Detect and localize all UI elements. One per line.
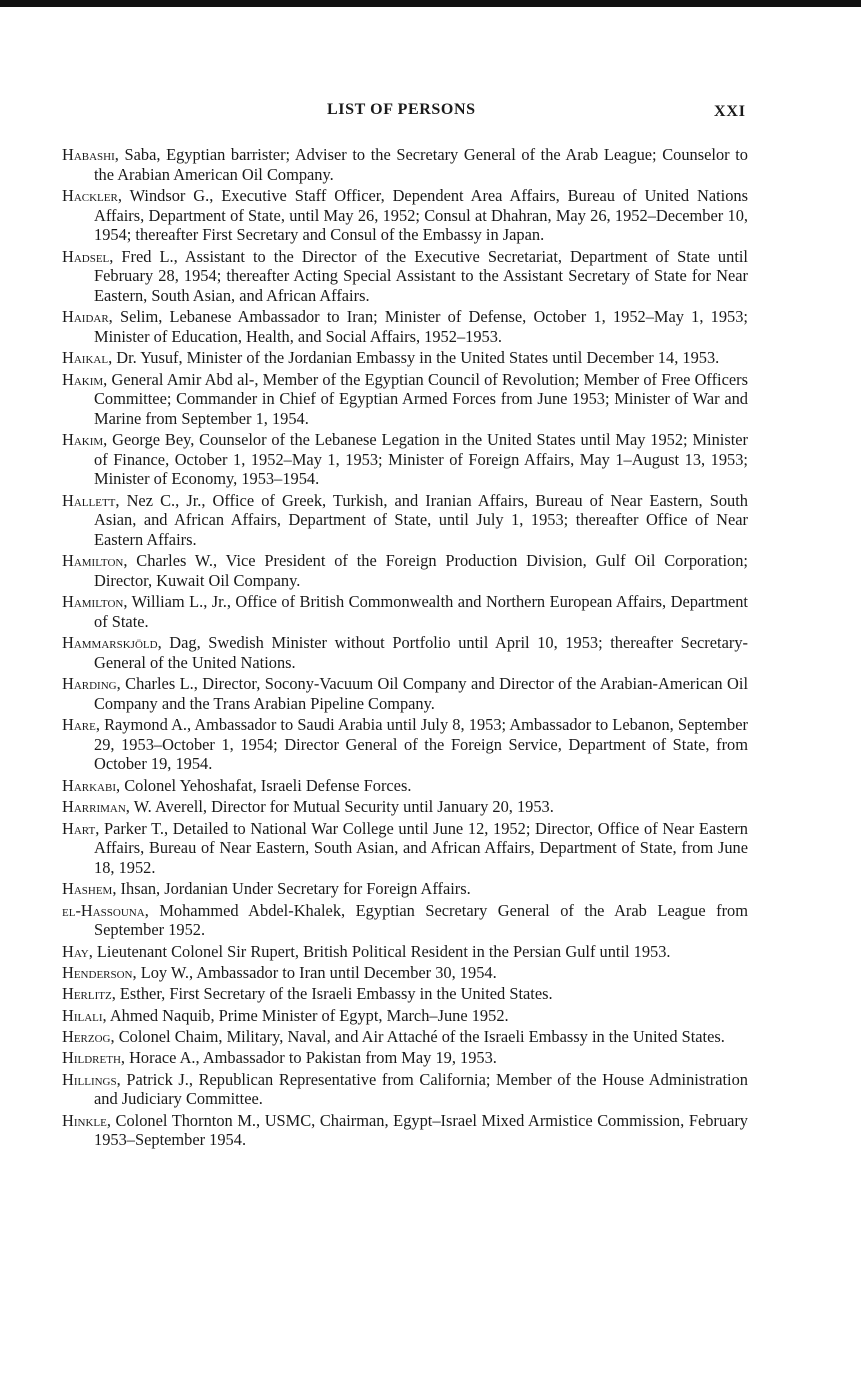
person-entry xyxy=(62,186,748,245)
person-name: Hamilton xyxy=(62,551,124,571)
persons-list xyxy=(62,145,748,1152)
person-name: el-Hassouna xyxy=(62,900,145,920)
person-entry xyxy=(62,145,748,184)
person-entry xyxy=(62,942,748,962)
person-name: Hamilton xyxy=(62,592,124,612)
person-name: Hakim xyxy=(62,430,104,450)
person-description: , Colonel Thornton M., USMC, Chairman, Egypt–Israel Mixed Armistice Commission, February 1953–September 1954. xyxy=(94,1110,748,1150)
person-name: Hashem xyxy=(62,879,113,899)
person-name: Hildreth xyxy=(62,1048,121,1068)
person-description: , Mohammed Abdel-Khalek, Egyptian Secretary General of the Arab League from September 1952. xyxy=(94,900,748,940)
person-entry xyxy=(62,491,748,550)
page-title: LIST OF PERSONS xyxy=(327,101,476,118)
person-entry xyxy=(62,307,748,346)
person-entry xyxy=(62,715,748,774)
person-description: , Saba, Egyptian barrister; Adviser to the Secretary General of the Arab League; Counselor to the Arabian American Oil Company. xyxy=(94,145,748,184)
person-name: Herlitz xyxy=(62,984,112,1004)
person-description: , Loy W., Ambassador to Iran until December 30, 1954. xyxy=(132,962,497,982)
person-name: Hinkle xyxy=(62,1110,107,1130)
person-entry xyxy=(62,551,748,590)
person-entry xyxy=(62,1111,748,1150)
person-entry xyxy=(62,348,748,368)
person-name: Hare xyxy=(62,715,96,735)
person-description: , Colonel Chaim, Military, Naval, and Air Attaché of the Israeli Embassy in the United States. xyxy=(110,1027,725,1047)
person-description: , Raymond A., Ambassador to Saudi Arabia until July 8, 1953; Ambassador to Lebanon, September 29, 1953–October 1, 1954; Director General of the Foreign Service, Department of State, from October 19, 1954. xyxy=(94,715,748,774)
person-entry xyxy=(62,1006,748,1026)
person-entry xyxy=(62,370,748,429)
person-entry xyxy=(62,674,748,713)
person-description: , Esther, First Secretary of the Israeli Embassy in the United States. xyxy=(111,984,553,1004)
person-description: , Nez C., Jr., Office of Greek, Turkish, and Iranian Affairs, Bureau of Near Eastern, South Asian, and African Affairs, Department of State, until July 1, 1953; thereafter Office of Near Eastern Affairs. xyxy=(94,490,748,549)
person-name: Hillings xyxy=(62,1069,117,1089)
person-name: Habashi xyxy=(62,145,115,164)
person-entry xyxy=(62,797,748,817)
person-entry xyxy=(62,1070,748,1109)
person-description: , Dr. Yusuf, Minister of the Jordanian Embassy in the United States until December 14, 1953. xyxy=(108,348,720,368)
person-description: , Selim, Lebanese Ambassador to Iran; Minister of Defense, October 1, 1952–May 1, 1953; Minister of Education, Health, and Social Affairs, 1952–1953. xyxy=(94,307,748,346)
person-entry xyxy=(62,776,748,796)
person-name: Harkabi xyxy=(62,775,117,795)
person-entry xyxy=(62,592,748,631)
person-entry xyxy=(62,247,748,306)
person-description: , Horace A., Ambassador to Pakistan from May 19, 1953. xyxy=(120,1048,497,1068)
person-description: , Ihsan, Jordanian Under Secretary for Foreign Affairs. xyxy=(112,879,471,899)
person-description: , W. Averell, Director for Mutual Security until January 20, 1953. xyxy=(125,797,554,817)
person-name: Herzog xyxy=(62,1027,111,1047)
person-description: , George Bey, Counselor of the Lebanese Legation in the United States until May 1952; Minister of Finance, October 1, 1952–May 1, 1953; Minister of Foreign Affairs, May 1–August 13, 1953; Minister of Economy, 1953–1954. xyxy=(94,430,748,489)
person-entry xyxy=(62,633,748,672)
person-entry xyxy=(62,879,748,899)
person-entry xyxy=(62,901,748,940)
person-description: , Charles L., Director, Socony-Vacuum Oil Company and Director of the Arabian-American Oil Company and the Trans Arabian Pipeline Company. xyxy=(94,674,748,713)
person-description: , Dag, Swedish Minister without Portfolio until April 10, 1953; thereafter Secretary-General of the United Nations. xyxy=(94,633,748,672)
person-name: Harriman xyxy=(62,797,126,817)
person-name: Harding xyxy=(62,674,117,694)
person-description: , Lieutenant Colonel Sir Rupert, British Political Resident in the Persian Gulf until 1953. xyxy=(88,941,671,961)
person-description: , General Amir Abd al-, Member of the Egyptian Council of Revolution; Member of Free Officers Committee; Commander in Chief of Egyptian Armed Forces from June 1953; Minister of War and Marine from September 1, 1954. xyxy=(94,369,748,428)
person-name: Hilali xyxy=(62,1005,103,1025)
running-head xyxy=(0,101,861,125)
person-name: Haikal xyxy=(62,348,109,368)
page-number: XXI xyxy=(714,103,746,120)
person-name: Hallett xyxy=(62,490,116,510)
person-description: , Ahmed Naquib, Prime Minister of Egypt, March–June 1952. xyxy=(102,1005,509,1025)
person-entry xyxy=(62,984,748,1004)
person-entry xyxy=(62,430,748,489)
person-name: Hackler xyxy=(62,185,118,205)
person-name: Henderson xyxy=(62,962,133,982)
person-name: Hakim xyxy=(62,369,104,389)
person-name: Haidar xyxy=(62,307,109,327)
person-entry xyxy=(62,1048,748,1068)
page-top-border xyxy=(0,0,861,7)
person-description: , Charles W., Vice President of the Foreign Production Division, Gulf Oil Corporation; Director, Kuwait Oil Company. xyxy=(94,551,748,590)
person-description: , Patrick J., Republican Representative from California; Member of the House Administration and Judiciary Committee. xyxy=(94,1069,748,1109)
person-name: Hart xyxy=(62,818,96,838)
person-entry xyxy=(62,963,748,983)
person-name: Hay xyxy=(62,941,89,961)
person-name: Hadsel xyxy=(62,246,110,266)
person-description: , Fred L., Assistant to the Director of the Executive Secretariat, Department of State until February 28, 1954; thereafter Acting Special Assistant to the Assistant Secretary of State for Near Eastern, South Asian, and African Affairs. xyxy=(94,246,748,305)
person-name: Hammarskjöld xyxy=(62,633,158,653)
person-description: , Parker T., Detailed to National War College until June 12, 1952; Director, Office of Near Eastern Affairs, Bureau of Near Eastern, South Asian, and African Affairs, Department of State, from June 18, 1952. xyxy=(94,818,748,877)
person-entry xyxy=(62,1027,748,1047)
person-description: , William L., Jr., Office of British Commonwealth and Northern European Affairs, Department of State. xyxy=(94,592,748,631)
person-description: , Windsor G., Executive Staff Officer, Dependent Area Affairs, Bureau of United Nations Affairs, Department of State, until May 26, 1952; Consul at Dhahran, May 26, 1952–December 10, 1954; thereafter First Secretary and Consul of the Embassy in Japan. xyxy=(94,185,748,245)
person-entry xyxy=(62,819,748,878)
person-description: , Colonel Yehoshafat, Israeli Defense Forces. xyxy=(116,775,412,795)
